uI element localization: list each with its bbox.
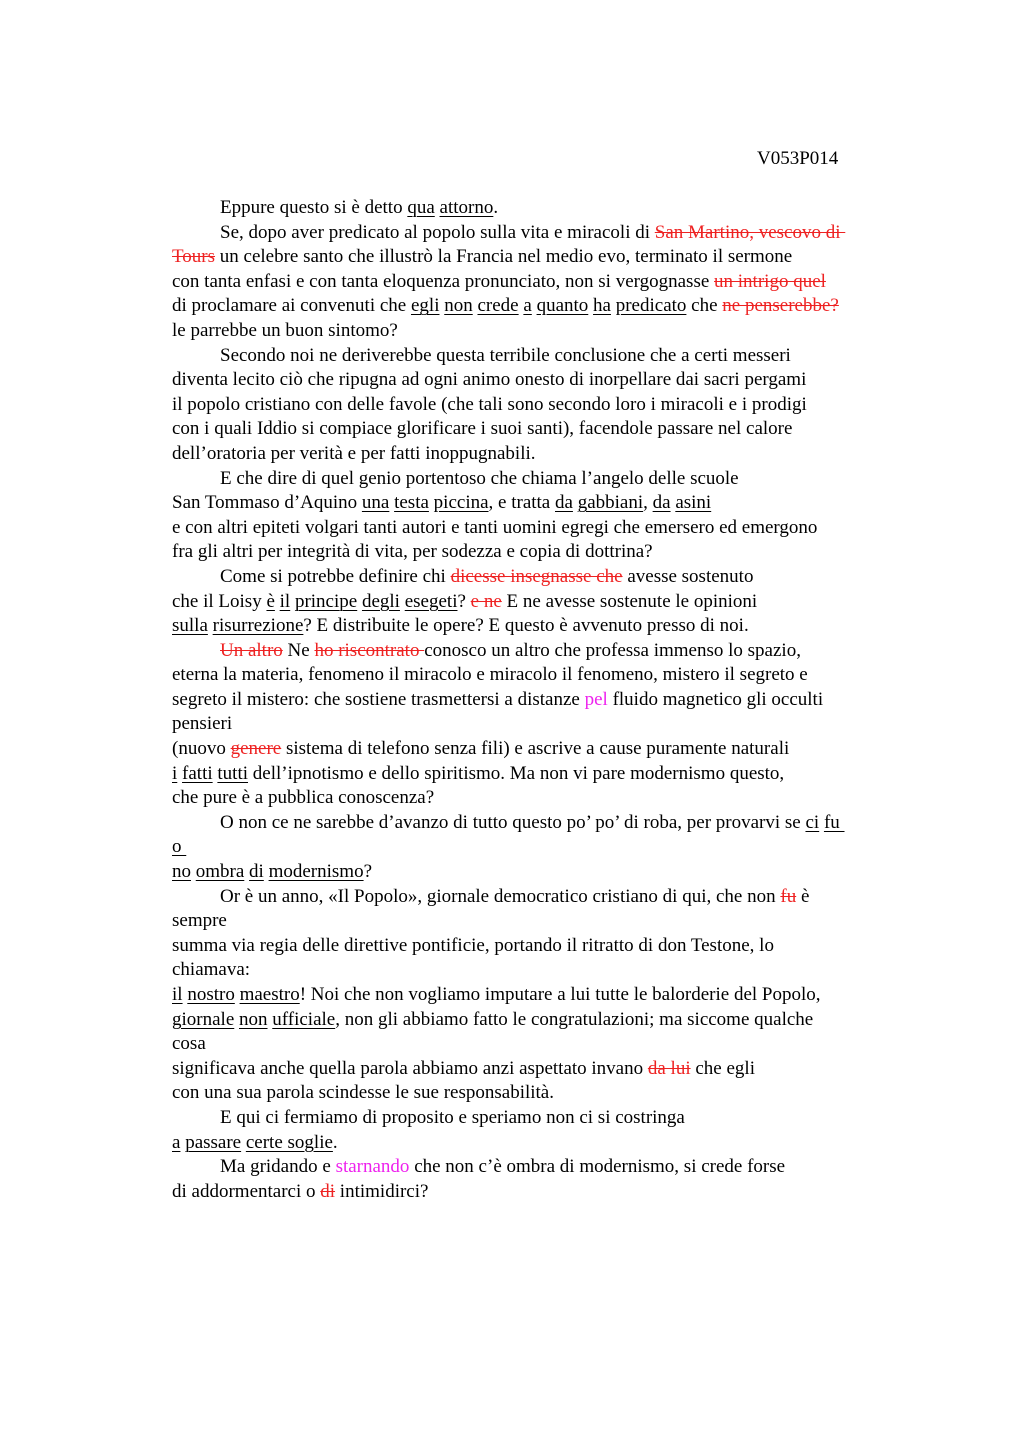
text-run: avesse sostenuto	[622, 565, 754, 587]
text-line	[172, 344, 912, 369]
underlined-text: i	[172, 762, 178, 784]
text-run: Ma gridando e	[220, 1156, 336, 1178]
underlined-text: maestro	[239, 984, 300, 1005]
text-line	[172, 590, 912, 615]
text-line	[172, 688, 912, 713]
text-line	[172, 270, 912, 295]
underlined-text: a	[172, 1131, 181, 1153]
text-line	[172, 516, 912, 541]
text-line	[172, 639, 912, 664]
underlined-text: crede	[477, 295, 519, 317]
underlined-text: è	[266, 590, 275, 612]
underlined-text: modernismo	[268, 861, 364, 883]
text-run: .	[493, 197, 499, 218]
text-run: Or è un anno, «Il Popolo», giornale democratico cristiano di qui, che non	[220, 885, 781, 907]
underlined-text: piccina	[433, 492, 489, 514]
text-run: che non c’è ombra di modernismo, si crede forse	[409, 1156, 786, 1178]
text-run: con una sua parola scindesse le sue responsabilità.	[172, 1082, 554, 1104]
text-run: intimidirci?	[335, 1180, 429, 1202]
text-run: che egli	[690, 1057, 755, 1079]
text-run: (nuovo	[172, 738, 231, 760]
text-run: e con altri epiteti volgari tanti autori e tanti uomini egregi che emersero ed emergono	[172, 516, 818, 538]
text-run: significava anche quella parola abbiamo anzi aspettato invano	[172, 1057, 648, 1079]
text-line	[172, 467, 912, 492]
underlined-text: certe soglie	[245, 1131, 333, 1153]
text-line	[172, 1131, 912, 1156]
underlined-text: asini	[675, 492, 712, 514]
text-line	[172, 319, 912, 344]
underlined-text: ha	[593, 295, 611, 317]
inserted-text: starnando	[335, 1156, 410, 1178]
text-run: che	[686, 295, 723, 317]
deleted-text: un intrigo quel	[714, 270, 826, 292]
underlined-text: sulla	[172, 615, 208, 637]
text-run: ,	[643, 492, 653, 514]
text-run: , e tratta	[488, 492, 555, 514]
underlined-text: il	[172, 984, 183, 1005]
text-line	[172, 1032, 912, 1057]
deleted-text: Un altro	[220, 639, 283, 661]
text-line	[172, 540, 912, 565]
text-run: sistema di telefono senza fili) e ascrive a cause puramente naturali	[281, 738, 790, 760]
text-run: sempre	[172, 910, 227, 932]
underlined-text: risurrezione	[212, 615, 304, 637]
text-run: fluido magnetico gli occulti	[607, 688, 824, 710]
text-run: il popolo cristiano con delle favole (che tali sono secondo loro i miracoli e i prodigi	[172, 393, 807, 415]
text-line	[172, 934, 912, 959]
text-run: chiamava:	[172, 959, 251, 981]
text-run: .	[332, 1131, 338, 1153]
text-line	[172, 245, 912, 270]
text-line	[172, 614, 912, 639]
text-run: eterna la materia, fenomeno il miracolo e miracolo il fenomeno, mistero il segreto e	[172, 664, 808, 686]
underlined-text: da	[652, 492, 671, 514]
text-line	[172, 811, 912, 836]
underlined-text: ufficiale	[272, 1008, 336, 1030]
deleted-text: fu	[780, 885, 797, 907]
document-body	[172, 196, 912, 1204]
text-run: Eppure questo si è detto	[220, 197, 408, 218]
text-line	[172, 737, 912, 762]
text-line	[172, 491, 912, 516]
text-line	[172, 860, 912, 885]
text-run: conosco un altro che professa immenso lo spazio,	[424, 639, 801, 661]
text-run: che il Loisy	[172, 590, 267, 612]
text-line	[172, 983, 912, 1008]
underlined-text: tutti	[217, 762, 249, 784]
deleted-text: San Martino, vescovo di	[654, 221, 846, 243]
text-run: un celebre santo che illustrò la Francia nel medio evo, terminato il sermone	[215, 246, 793, 268]
underlined-text: o	[172, 836, 187, 858]
deleted-text: ho riscontrato	[314, 639, 425, 661]
text-run: con tanta enfasi e con tanta eloquenza pronunciato, non si vergognasse	[172, 270, 715, 292]
text-line	[172, 1081, 912, 1106]
underlined-text: una	[361, 492, 390, 514]
text-line	[172, 958, 912, 983]
underlined-text: nostro	[187, 984, 235, 1005]
text-line	[172, 1155, 912, 1180]
text-line	[172, 885, 912, 910]
text-line	[172, 196, 912, 221]
text-line	[172, 1057, 912, 1082]
deleted-text: dicesse insegnasse che	[450, 565, 623, 587]
text-run: E qui ci fermiamo di proposito e speriamo non ci si costringa	[220, 1106, 685, 1128]
text-line	[172, 294, 912, 319]
text-run: di proclamare ai convenuti che	[172, 295, 411, 317]
text-line	[172, 909, 912, 934]
underlined-text: a	[523, 295, 532, 317]
text-run: Ne	[282, 639, 315, 661]
text-run: ?	[363, 861, 373, 883]
underlined-text: di	[249, 861, 264, 883]
text-run: O non ce ne sarebbe d’avanzo di tutto questo po’ po’ di roba, per provarvi se	[220, 811, 806, 833]
underlined-text: quanto	[536, 295, 589, 317]
underlined-text: qua	[407, 197, 435, 218]
text-run: cosa	[172, 1033, 206, 1055]
deleted-text: da lui	[647, 1057, 691, 1079]
text-run: ? E distribuite le opere? E questo è avvenuto presso di noi.	[303, 615, 749, 637]
text-run: E che dire di quel genio portentoso che chiama l’angelo delle scuole	[220, 467, 739, 489]
text-line	[172, 712, 912, 737]
text-run: le parrebbe un buon sintomo?	[172, 319, 398, 341]
text-line	[172, 393, 912, 418]
text-run: Come si potrebbe definire chi	[220, 565, 451, 587]
text-run: summa via regia delle direttive pontificie, portando il ritratto di don Testone, lo	[172, 934, 774, 956]
text-run: dell’ipnotismo e dello spiritismo. Ma non vi pare modernismo questo,	[248, 762, 785, 784]
text-run: ?	[457, 590, 471, 612]
text-line	[172, 1008, 912, 1033]
underlined-text: passare	[185, 1131, 242, 1153]
underlined-text: attorno	[439, 197, 494, 218]
underlined-text: degli	[361, 590, 400, 612]
text-run: diventa lecito ciò che ripugna ad ogni animo onesto di inorpellare dai sacri pergami	[172, 369, 807, 391]
underlined-text: il	[279, 590, 291, 612]
text-line	[172, 417, 912, 442]
text-run: segreto il mistero: che sostiene trasmettersi a distanze	[172, 688, 585, 710]
inserted-text: pel	[584, 688, 608, 710]
text-line	[172, 835, 912, 860]
underlined-text: giornale	[172, 1008, 235, 1030]
page-identifier: V053P014	[757, 148, 839, 169]
underlined-text: predicato	[615, 295, 687, 317]
text-run: , non gli abbiamo fatto le congratulazioni; ma siccome qualche	[335, 1008, 814, 1030]
underlined-text: da	[555, 492, 573, 514]
text-line	[172, 786, 912, 811]
text-line	[172, 221, 912, 246]
text-run: pensieri	[172, 713, 233, 735]
text-run: che pure è a pubblica conoscenza?	[172, 787, 435, 809]
underlined-text: non	[444, 295, 473, 317]
text-run: Secondo noi ne deriverebbe questa terribile conclusione che a certi messeri	[220, 344, 791, 366]
underlined-text: esegeti	[404, 590, 458, 612]
text-line	[172, 663, 912, 688]
underlined-text: ci	[805, 811, 820, 833]
text-run: con i quali Iddio si compiace glorificare i suoi santi), facendole passare nel calore	[172, 418, 793, 440]
deleted-text: e ne	[470, 590, 502, 612]
deleted-text: ne penserebbe?	[722, 295, 839, 317]
deleted-text: di	[320, 1180, 336, 1202]
underlined-text: egli	[410, 295, 440, 317]
deleted-text: Tours	[172, 246, 216, 268]
text-line	[172, 565, 912, 590]
text-run: è	[796, 885, 810, 907]
underlined-text: fatti	[182, 762, 213, 784]
underlined-text: fu	[823, 811, 845, 833]
text-line	[172, 442, 912, 467]
deleted-text: genere	[230, 738, 282, 760]
underlined-text: non	[239, 1008, 268, 1030]
underlined-text: ombra	[195, 861, 245, 883]
text-line	[172, 368, 912, 393]
underlined-text: principe	[294, 590, 358, 612]
text-run: Se, dopo aver predicato al popolo sulla vita e miracoli di	[220, 221, 655, 243]
text-run: San Tommaso d’Aquino	[172, 492, 362, 514]
underlined-text: gabbiani	[577, 492, 644, 514]
text-line	[172, 762, 912, 787]
text-line	[172, 1180, 912, 1205]
underlined-text: testa	[394, 492, 429, 514]
text-run: ! Noi che non vogliamo imputare a lui tutte le balorderie del Popolo,	[299, 984, 821, 1005]
text-run: E ne avesse sostenute le opinioni	[501, 590, 758, 612]
text-run: dell’oratoria per verità e per fatti inoppugnabili.	[172, 442, 536, 464]
underlined-text: no	[172, 861, 191, 883]
text-run: di addormentarci o	[172, 1180, 321, 1202]
text-run: fra gli altri per integrità di vita, per sodezza e copia di dottrina?	[172, 541, 653, 563]
text-line	[172, 1106, 912, 1131]
